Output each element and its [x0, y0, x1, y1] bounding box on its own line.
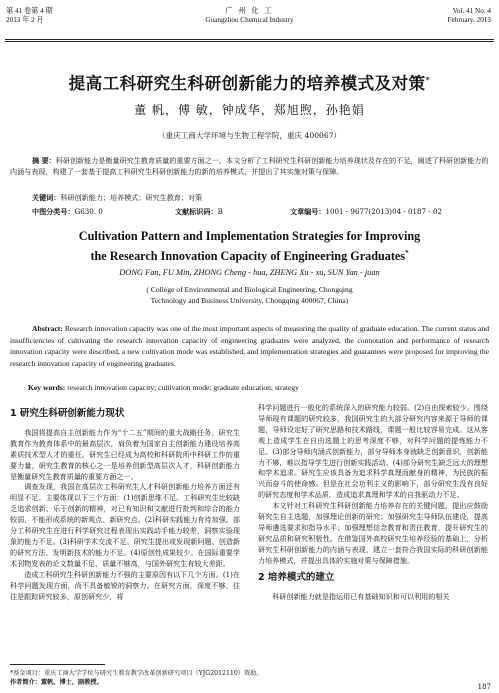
paper-title-text: 提高工科研究生科研创新能力的培养模式及对策	[68, 74, 426, 93]
clc-value: G630. 0	[74, 207, 103, 216]
clc-label: 中图分类号：	[32, 207, 75, 216]
english-title	[0, 228, 499, 265]
header-center	[0, 7, 499, 25]
section-1-paragraph: 我国将提高自主创新能力作为“十二五”期间的重大战略任务。研究生教育作为教育体系中的最高层次，肩负着为国家自主创新能力建设培养高素质技术型人才的重任。研究生已经成为高校和科研院所中科研工作的重要力量，研究生教育的核心之一是培养创新型高层次人才，科研创新能力是衡量研究生教育质量的重要方面之一。	[10, 427, 240, 481]
header-right	[448, 7, 491, 25]
paper-title	[0, 70, 499, 94]
english-abstract-label: Abstract:	[32, 324, 63, 333]
affiliation: （重庆工商大学环境与生物工程学院，重庆 400067）	[157, 131, 342, 140]
english-affiliation	[0, 284, 499, 306]
footnote-author: 作者简介：董帆，博士，副教授。	[10, 679, 103, 686]
journal-volume: 第 41 卷第 4 期	[6, 7, 53, 15]
header-rule	[5, 39, 494, 40]
right-column-paragraph: 科学问题进行一般化的系统深入的研究能力较弱。(2)自由探索较少。围绕导师现有课题的研究较多，我国研究生的大部分研究内容来源于导师的课题，导师设定好了研究思路和技术路线，课题一般比较容易完成。这从客观上造成学生在自由选题上的思考深度不够，对科学问题的提炼能力不足。(3)部分导师内涵式创新能力，部分导师本身就缺乏创新意识，创新能力不够，难以指导学生进行创新实践活动。(4)部分研究生缺乏远大的理想和学术追求。研究生应该具备为追求科学真理而献身的精神，为民族的振兴而奋斗的使命感。但是在社会功利主义的影响下，部分研究生没有良好的研究态度和学术品质，造成追求真理和学术的自我驱动力不足。	[258, 403, 488, 500]
title-footnote-mark: *	[425, 74, 431, 85]
english-title-mark: *	[405, 249, 409, 257]
keywords-label: 关键词：	[32, 193, 61, 202]
english-keywords-text: research innovation capacity; cultivation mode; graduate education; strategy	[67, 383, 299, 392]
english-keywords-label: Key words:	[28, 383, 66, 392]
author-list: 董 帆，傅 敏，钟成华，郑旭煦，孙艳娟	[134, 103, 365, 117]
section-1-paragraph: 造成工科研究生科研创新能力不强的主要原因有以下几个方面。(1)在科学问题发现方面，尚不具备敏锐的洞察力。在研究方面，深度不够，往往是跟踪研究较多，原创研究少，将	[10, 569, 240, 601]
abstract-label: 摘 要：	[32, 156, 56, 165]
abstract-text: 科研创新能力是衡量研究生教育质量的重要方面之一。本文分析了工科研究生科研创新能力培养现状及存在的不足，阐述了科研创新能力的内涵与表现，构建了一套基于提高工科研究生科研创新能力的新的培养模式，并提出了其实施对策与保障。	[10, 156, 489, 176]
running-header	[0, 7, 499, 37]
page-number: 187	[477, 683, 491, 691]
doc-code-value: B	[217, 207, 223, 216]
article-number-label: 文章编号：	[290, 207, 326, 216]
header-rule-thin	[5, 41, 494, 42]
right-column	[258, 403, 488, 602]
journal-name-cn: 广 州 化 工	[225, 7, 274, 15]
footnote-funding: *基金项目：重庆工商大学学位与研究生教育教学改革创新研究项目（YJG2012110）资助。	[10, 670, 263, 677]
section-1-paragraph: 调查发现，我国在高层次工科研究生人才科研创新能力培养方面还有明显不足。主要体现以下三个方面：(1)创新思维不足。工科研究生比较缺乏追求创新、乐于创新的精神，对已有知识和文献进行批判和综合的能力较弱，不能形成系统的新观点、新研究点。(2)科研实践能力有待加强。部分工科研究生在进行科学研究过程表现出实践动手能力较差，洞察实验现象的能力不足。(3)科研学术交流不足。研究生提出或发现新问题、创造新的研究方法、发明新技术的能力不足。(4)原创性成果较少。在国际重要学术刊物发表的论文数量不足，质量不够高，与国外研究生有较大差距。	[10, 482, 240, 568]
footnotes	[10, 669, 263, 687]
english-aff-line1: ( College of Environmental and Biological Engineering, Chongqing	[146, 285, 353, 294]
journal-name-en: Guangzhou Chemical Industry	[205, 16, 294, 24]
keywords-cn	[32, 193, 202, 203]
left-column	[10, 403, 240, 602]
english-authors: DONG Fan, FU Min, ZHONG Cheng - hua, ZHENG Xu - xu, SUN Yan - juan	[119, 268, 380, 277]
english-title-line1: Cultivation Pattern and Implementation Strategies for Improving	[78, 229, 421, 243]
journal-date-en: February. 2013	[447, 16, 491, 24]
english-abstract	[10, 323, 489, 369]
abstract-cn	[10, 155, 489, 177]
doc-code-label: 文献标识码：	[175, 207, 218, 216]
english-title-line2: the Research Innovation Capacity of Engineering Graduates	[90, 249, 406, 264]
doc-code	[175, 207, 223, 217]
journal-date-cn: 2013 年 2 月	[6, 16, 44, 24]
footnote-rule	[10, 664, 105, 665]
english-keywords	[28, 383, 299, 392]
english-abstract-text: Research innovation capacity was one of the most important aspects of measuring the quality of graduate education. The current status and insufficiencies of cultivating the research innovation capacity of engineering graduates were analyzed, the connotation and performance of research innovation capacity were described, a new cultivation mode was established, and implementation strategies and guarantees were proposed for improving the research innovation capacity of engineering graduates.	[10, 324, 489, 368]
article-number-value: 1001 - 9677(2013)04 - 0187 - 02	[325, 207, 442, 216]
section-2-paragraph: 科研创新能力就是指运用已有基础知识和可以利用的相关	[272, 591, 450, 601]
section-1-heading: 1 研究生科研创新能力现状	[10, 408, 125, 419]
right-column-paragraph: 本文针对工科研究生科研创新能力培养存在的关键问题，提出应鼓励研究生自主选题，加强理论创新的研究；加强研究生导师队伍建设，提高导师遴选要求和指导水平；加强理想信念教育和责任教育，提升研究生的研究品质和研究积极性。在借鉴国外高校研究生培养经验的基础上，分析研究生科研创新能力的内涵与表现，建立一套符合我国实际的科研创新能力培养模式，并提出具体的实施对策与保障措施。	[258, 501, 488, 565]
clc-number	[32, 207, 103, 217]
keywords-text: 科研创新能力；培养模式；研究生教育；对策	[60, 193, 203, 202]
journal-volume-en: Vol. 41 No. 4	[452, 7, 491, 15]
english-aff-line2: Technology and Business University, Chongqing 400067, China)	[150, 296, 349, 305]
article-number	[290, 207, 442, 217]
section-2-heading: 2 培养模式的建立	[258, 571, 335, 583]
